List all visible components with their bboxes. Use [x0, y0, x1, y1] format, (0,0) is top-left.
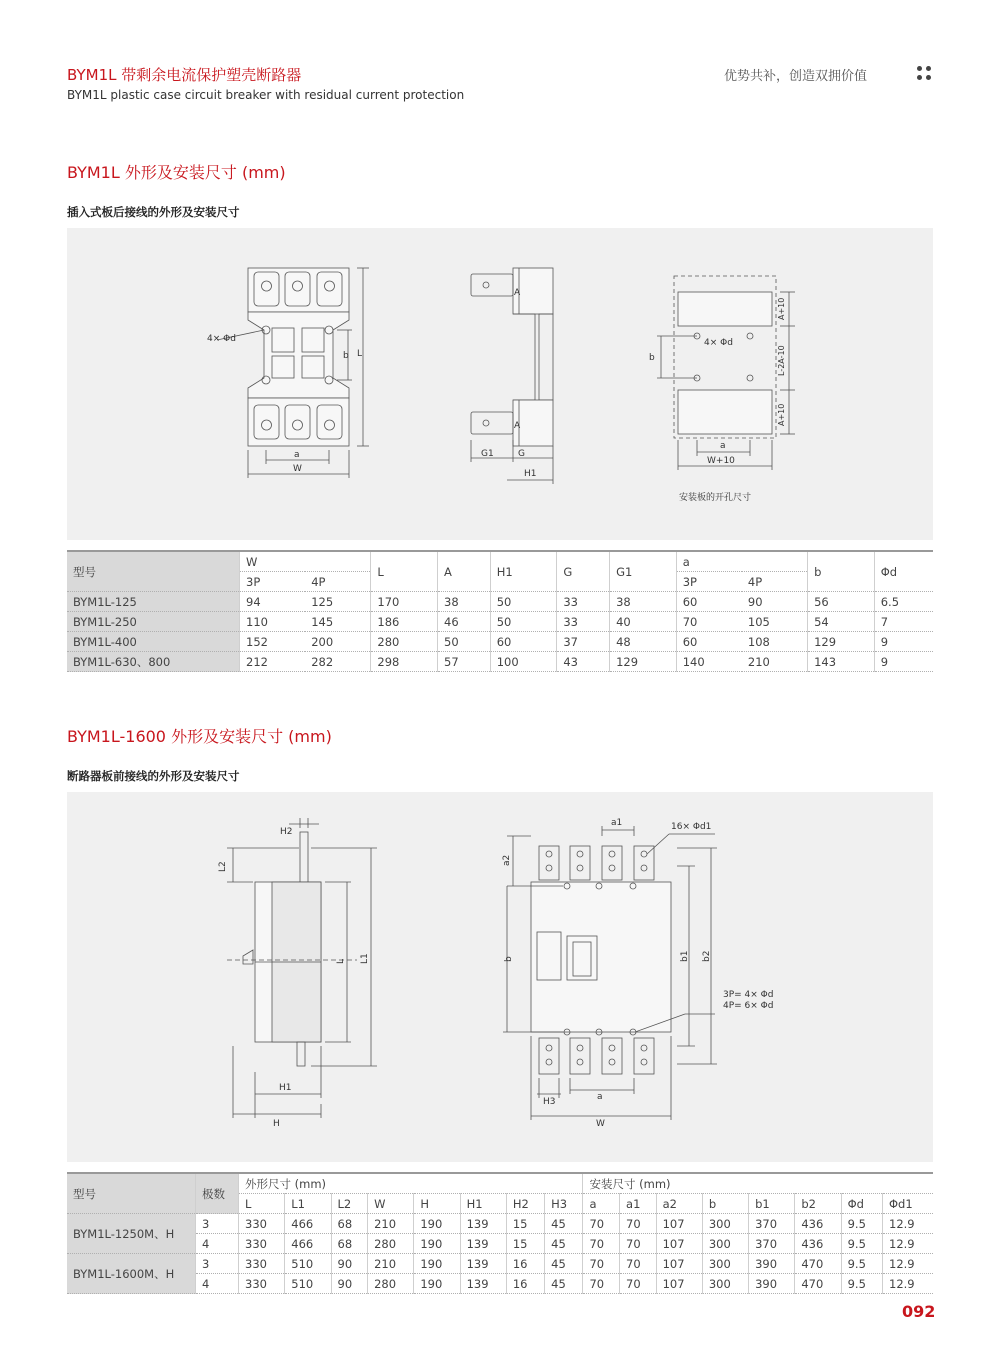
- col-L: L: [371, 551, 438, 592]
- cell-value: 90: [331, 1254, 368, 1274]
- cell-value: 9.5: [841, 1234, 882, 1254]
- front-view-1600: [503, 826, 717, 1120]
- col-6: H2: [506, 1194, 544, 1214]
- cell-value: 436: [795, 1214, 841, 1234]
- front-view: [217, 268, 369, 478]
- cell-value: 510: [285, 1274, 331, 1294]
- label-hole: 4× Φd: [207, 334, 236, 344]
- cell-G: 33: [557, 592, 610, 612]
- col-G1: G1: [610, 551, 677, 592]
- label-note4p: 4P= 6× Φd: [723, 1001, 774, 1011]
- cell-d: 6.5: [874, 592, 933, 612]
- cell-G1: 40: [610, 612, 677, 632]
- cell-G: 37: [557, 632, 610, 652]
- cell-A: 57: [438, 652, 491, 672]
- cell-value: 16: [506, 1254, 544, 1274]
- group-mount: 安装尺寸 (mm): [583, 1173, 933, 1194]
- table-row: [67, 1254, 933, 1274]
- cell-value: 370: [749, 1234, 795, 1254]
- page-number: 092: [902, 1302, 936, 1321]
- label-A-bottom: A: [514, 421, 521, 431]
- cell-value: 15: [506, 1214, 544, 1234]
- cell-value: 300: [702, 1274, 748, 1294]
- cell-w4: 125: [305, 592, 371, 612]
- section2-table: [67, 1172, 933, 1294]
- label-H3: H3: [543, 1097, 556, 1107]
- label-cut-hole: 4× Φd: [704, 338, 733, 348]
- cell-value: 390: [749, 1254, 795, 1274]
- row-model: BYM1L-630、800: [67, 652, 240, 672]
- section1-drawing: [67, 228, 933, 540]
- row-model: BYM1L-1600M、H: [67, 1254, 196, 1294]
- label-note3p: 3P= 4× Φd: [723, 990, 774, 1000]
- cell-L: 170: [371, 592, 438, 612]
- cell-value: 45: [545, 1254, 583, 1274]
- cell-value: 330: [239, 1234, 285, 1254]
- cell-value: 9.5: [841, 1214, 882, 1234]
- cell-value: 300: [702, 1234, 748, 1254]
- cell-poles: 4: [196, 1274, 239, 1294]
- label-A-top: A: [514, 288, 521, 298]
- cell-value: 300: [702, 1254, 748, 1274]
- cell-poles: 3: [196, 1254, 239, 1274]
- cell-value: 370: [749, 1214, 795, 1234]
- col-4: H: [414, 1194, 460, 1214]
- col-W: W: [240, 551, 371, 572]
- cell-value: 280: [368, 1234, 414, 1254]
- cell-d: 9: [874, 652, 933, 672]
- cell-G1: 129: [610, 652, 677, 672]
- cell-value: 107: [656, 1214, 702, 1234]
- label-b1: b1: [680, 950, 690, 962]
- cell-value: 390: [749, 1274, 795, 1294]
- dots-logo-icon: [917, 66, 933, 82]
- header-slogan: 优势共补，创造双拥价值: [724, 69, 868, 84]
- col-0: L: [239, 1194, 285, 1214]
- cell-w4: 282: [305, 652, 371, 672]
- cell-value: 107: [656, 1234, 702, 1254]
- cell-value: 330: [239, 1274, 285, 1294]
- cell-value: 90: [331, 1274, 368, 1294]
- cell-w4: 145: [305, 612, 371, 632]
- row-model: BYM1L-250: [67, 612, 240, 632]
- cell-value: 139: [460, 1234, 506, 1254]
- label-W: W: [293, 464, 302, 474]
- label-a2: a2: [502, 854, 512, 866]
- col-2: L2: [331, 1194, 368, 1214]
- section2-drawing-panel: [67, 792, 933, 1162]
- cell-value: 466: [285, 1234, 331, 1254]
- cell-a3: 60: [676, 592, 742, 612]
- col-A: A: [438, 551, 491, 592]
- cell-value: 466: [285, 1214, 331, 1234]
- section1-title: BYM1L 外形及安装尺寸 (mm): [67, 163, 286, 182]
- cell-A: 50: [438, 632, 491, 652]
- cell-value: 107: [656, 1274, 702, 1294]
- col-13: b2: [795, 1194, 841, 1214]
- cell-value: 16: [506, 1274, 544, 1294]
- col-5: H1: [460, 1194, 506, 1214]
- row-model: BYM1L-125: [67, 592, 240, 612]
- cell-value: 68: [331, 1234, 368, 1254]
- cell-A: 38: [438, 592, 491, 612]
- col-model-1600: 型号: [67, 1173, 196, 1214]
- label-H2: H2: [280, 827, 293, 837]
- cell-b: 56: [808, 592, 875, 612]
- cell-poles: 3: [196, 1214, 239, 1234]
- label-cut-b: b: [649, 353, 655, 363]
- col-a: a: [676, 551, 807, 572]
- row-model: BYM1L-1250M、H: [67, 1214, 196, 1254]
- label-L-side: L: [336, 958, 346, 964]
- col-G: G: [557, 551, 610, 592]
- cell-value: 210: [368, 1254, 414, 1274]
- cell-value: 70: [620, 1254, 657, 1274]
- label-cut-A10-top: A+10: [777, 297, 786, 320]
- cell-d: 9: [874, 632, 933, 652]
- cell-A: 46: [438, 612, 491, 632]
- sub-a-4p: 4P: [742, 572, 808, 592]
- label-H1-side: H1: [279, 1083, 292, 1093]
- cell-a3: 70: [676, 612, 742, 632]
- label-G1: G1: [481, 449, 494, 459]
- table-row: [67, 592, 933, 612]
- cell-H1: 60: [490, 632, 557, 652]
- cell-value: 68: [331, 1214, 368, 1234]
- cell-w4: 200: [305, 632, 371, 652]
- cell-value: 70: [583, 1274, 620, 1294]
- cell-value: 15: [506, 1234, 544, 1254]
- cell-a4: 90: [742, 592, 808, 612]
- col-10: a2: [656, 1194, 702, 1214]
- cell-L: 186: [371, 612, 438, 632]
- cell-value: 470: [795, 1254, 841, 1274]
- cell-L: 298: [371, 652, 438, 672]
- cell-w3: 152: [240, 632, 306, 652]
- sub-a-3p: 3P: [676, 572, 742, 592]
- cell-a4: 105: [742, 612, 808, 632]
- side-view-1600: [227, 818, 377, 1118]
- col-1: L1: [285, 1194, 331, 1214]
- label-b: b: [504, 956, 514, 962]
- col-15: Φd1: [883, 1194, 934, 1214]
- cell-G1: 48: [610, 632, 677, 652]
- cell-value: 45: [545, 1274, 583, 1294]
- cutout-caption: 安装板的开孔尺寸: [679, 493, 752, 503]
- cell-H1: 50: [490, 592, 557, 612]
- cell-value: 470: [795, 1274, 841, 1294]
- label-b2: b2: [702, 950, 712, 962]
- cutout-view: [657, 276, 795, 470]
- cell-value: 70: [620, 1214, 657, 1234]
- cell-b: 143: [808, 652, 875, 672]
- table-row: [67, 1214, 933, 1234]
- cell-value: 9.5: [841, 1274, 882, 1294]
- cell-value: 190: [414, 1234, 460, 1254]
- cell-value: 139: [460, 1214, 506, 1234]
- section2-title: BYM1L-1600 外形及安装尺寸 (mm): [67, 727, 332, 746]
- cell-a3: 60: [676, 632, 742, 652]
- col-9: a1: [620, 1194, 657, 1214]
- cell-value: 70: [583, 1254, 620, 1274]
- section1-subtitle: 插入式板后接线的外形及安装尺寸: [67, 205, 240, 219]
- cell-value: 330: [239, 1254, 285, 1274]
- col-d: Φd: [874, 551, 933, 592]
- label-H: H: [273, 1119, 280, 1129]
- label-L2: L2: [218, 861, 228, 872]
- sub-w-4p: 4P: [305, 572, 371, 592]
- table-row: [67, 632, 933, 652]
- cell-G: 33: [557, 612, 610, 632]
- cell-w3: 212: [240, 652, 306, 672]
- cell-G1: 38: [610, 592, 677, 612]
- cell-d: 7: [874, 612, 933, 632]
- col-b: b: [808, 551, 875, 592]
- document-title: BYM1L 带剩余电流保护塑壳断路器: [67, 66, 302, 84]
- cell-value: 107: [656, 1254, 702, 1274]
- col-H1: H1: [490, 551, 557, 592]
- section2-drawing: [67, 792, 933, 1162]
- cell-value: 45: [545, 1234, 583, 1254]
- label-H1: H1: [524, 469, 537, 479]
- cell-value: 510: [285, 1254, 331, 1274]
- cell-H1: 50: [490, 612, 557, 632]
- table-row: [67, 1234, 933, 1254]
- col-poles: 极数: [196, 1173, 239, 1214]
- label-hole16: 16× Φd1: [671, 822, 712, 832]
- label-cut-A10-bottom: A+10: [777, 403, 786, 426]
- cell-w3: 94: [240, 592, 306, 612]
- section2-subtitle: 断路器板前接线的外形及安装尺寸: [67, 769, 240, 783]
- row-model: BYM1L-400: [67, 632, 240, 652]
- cell-poles: 4: [196, 1234, 239, 1254]
- cell-value: 190: [414, 1214, 460, 1234]
- sub-w-3p: 3P: [240, 572, 306, 592]
- label-cut-L2A: L-2A-10: [777, 345, 786, 376]
- table-row: [67, 1274, 933, 1294]
- col-12: b1: [749, 1194, 795, 1214]
- section1-table: [67, 550, 933, 672]
- cell-value: 70: [583, 1214, 620, 1234]
- col-model: 型号: [67, 551, 240, 592]
- label-W: W: [596, 1119, 605, 1129]
- section1-drawing-panel: [67, 228, 933, 540]
- table-row: [67, 612, 933, 632]
- cell-a3: 140: [676, 652, 742, 672]
- cell-G: 43: [557, 652, 610, 672]
- document-subtitle: BYM1L plastic case circuit breaker with residual current protection: [67, 88, 465, 102]
- cell-value: 436: [795, 1234, 841, 1254]
- label-a1: a1: [611, 818, 623, 828]
- label-L: L: [357, 349, 363, 359]
- label-b: b: [343, 351, 349, 361]
- cell-value: 70: [583, 1234, 620, 1254]
- cell-value: 70: [620, 1274, 657, 1294]
- label-G: G: [518, 449, 525, 459]
- cell-value: 139: [460, 1254, 506, 1274]
- cell-value: 300: [702, 1214, 748, 1234]
- label-L1: L1: [360, 953, 370, 964]
- col-11: b: [702, 1194, 748, 1214]
- table-row: [67, 652, 933, 672]
- cell-value: 210: [368, 1214, 414, 1234]
- cell-w3: 110: [240, 612, 306, 632]
- cell-value: 12.9: [883, 1214, 934, 1234]
- cell-value: 190: [414, 1274, 460, 1294]
- cell-H1: 100: [490, 652, 557, 672]
- cell-value: 139: [460, 1274, 506, 1294]
- col-7: H3: [545, 1194, 583, 1214]
- label-a: a: [294, 450, 300, 460]
- cell-value: 190: [414, 1254, 460, 1274]
- col-8: a: [583, 1194, 620, 1214]
- cell-a4: 210: [742, 652, 808, 672]
- cell-value: 9.5: [841, 1254, 882, 1274]
- col-3: W: [368, 1194, 414, 1214]
- cell-value: 70: [620, 1234, 657, 1254]
- cell-value: 12.9: [883, 1234, 934, 1254]
- cell-value: 330: [239, 1214, 285, 1234]
- cell-b: 54: [808, 612, 875, 632]
- cell-a4: 108: [742, 632, 808, 652]
- cell-L: 280: [371, 632, 438, 652]
- cell-b: 129: [808, 632, 875, 652]
- cell-value: 12.9: [883, 1254, 934, 1274]
- cell-value: 45: [545, 1214, 583, 1234]
- cell-value: 280: [368, 1274, 414, 1294]
- label-cut-W10: W+10: [707, 456, 735, 466]
- label-cut-a: a: [720, 441, 726, 451]
- label-a: a: [597, 1092, 603, 1102]
- cell-value: 12.9: [883, 1274, 934, 1294]
- group-outer: 外形尺寸 (mm): [239, 1173, 583, 1194]
- col-14: Φd: [841, 1194, 882, 1214]
